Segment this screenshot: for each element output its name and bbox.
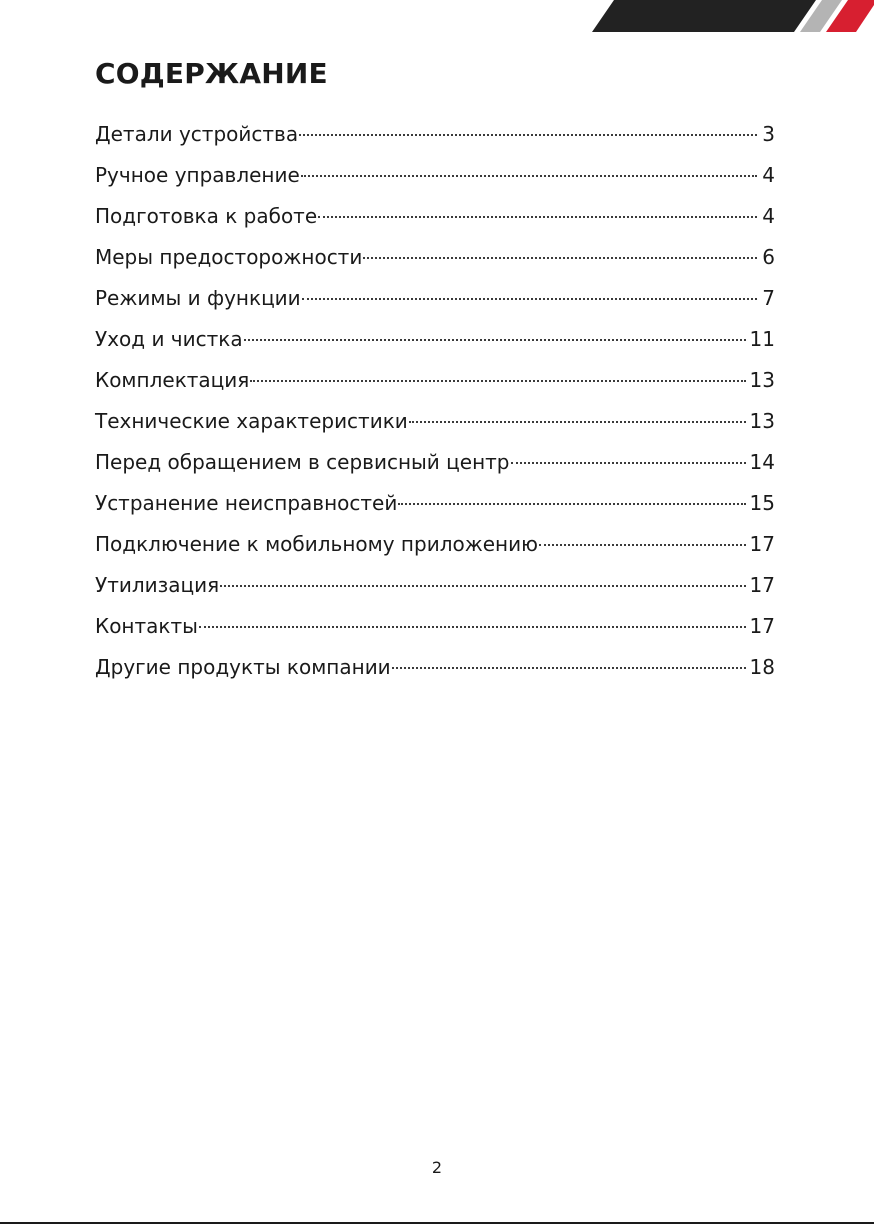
toc-entry-page: 17 (749, 532, 775, 556)
toc-entry-page: 4 (762, 163, 775, 187)
toc-entry[interactable] (95, 278, 775, 319)
dot-leader (318, 192, 757, 218)
dot-leader (199, 602, 746, 628)
toc-entry-page: 7 (762, 286, 775, 310)
toc-entry-label: Контакты (95, 614, 198, 638)
toc-entry[interactable] (95, 319, 775, 360)
toc-entry-page: 11 (749, 327, 775, 351)
dot-leader (301, 151, 757, 177)
table-of-contents (95, 114, 775, 688)
toc-entry-page: 6 (762, 245, 775, 269)
toc-entry-page: 18 (749, 655, 775, 679)
toc-entry-label: Уход и чистка (95, 327, 243, 351)
dot-leader (250, 356, 745, 382)
toc-entry-label: Устранение неисправностей (95, 491, 398, 515)
dot-leader (244, 315, 746, 341)
toc-entry-page: 4 (762, 204, 775, 228)
dot-leader (398, 479, 745, 505)
toc-entry[interactable] (95, 196, 775, 237)
toc-entry-label: Режимы и функции (95, 286, 301, 310)
dark-stripe (592, 0, 816, 32)
header-stripes-decor (474, 0, 874, 32)
toc-entry-label: Меры предосторожности (95, 245, 363, 269)
toc-entry-page: 14 (749, 450, 775, 474)
toc-entry-label: Подготовка к работе (95, 204, 318, 228)
toc-entry[interactable] (95, 114, 775, 155)
dot-leader (511, 438, 746, 464)
toc-entry-label: Технические характеристики (95, 409, 408, 433)
toc-entry[interactable] (95, 606, 775, 647)
toc-entry[interactable] (95, 401, 775, 442)
toc-entry[interactable] (95, 483, 775, 524)
toc-entry-page: 13 (749, 409, 775, 433)
toc-entry-label: Перед обращением в сервисный центр (95, 450, 510, 474)
toc-entry[interactable] (95, 155, 775, 196)
dot-leader (302, 274, 757, 300)
dot-leader (220, 561, 745, 587)
toc-entry[interactable] (95, 237, 775, 278)
toc-entry-page: 13 (749, 368, 775, 392)
dot-leader (409, 397, 746, 423)
dot-leader (392, 643, 746, 669)
toc-entry-page: 15 (749, 491, 775, 515)
toc-entry-label: Комплектация (95, 368, 250, 392)
toc-entry-label: Утилизация (95, 573, 220, 597)
toc-entry[interactable] (95, 647, 775, 688)
dot-leader (539, 520, 746, 546)
toc-entry[interactable] (95, 565, 775, 606)
toc-entry[interactable] (95, 524, 775, 565)
toc-entry[interactable] (95, 442, 775, 483)
dot-leader (299, 110, 757, 136)
toc-entry-label: Ручное управление (95, 163, 300, 187)
dot-leader (363, 233, 757, 259)
page-number: 2 (431, 1158, 443, 1177)
toc-entry[interactable] (95, 360, 775, 401)
toc-entry-page: 3 (762, 122, 775, 146)
toc-entry-label: Подключение к мобильному приложению (95, 532, 538, 556)
toc-entry-label: Детали устройства (95, 122, 299, 146)
page-title: СОДЕРЖАНИЕ (95, 57, 328, 90)
toc-entry-page: 17 (749, 573, 775, 597)
toc-entry-label: Другие продукты компании (95, 655, 391, 679)
toc-entry-page: 17 (749, 614, 775, 638)
footer-rule (0, 1222, 874, 1224)
